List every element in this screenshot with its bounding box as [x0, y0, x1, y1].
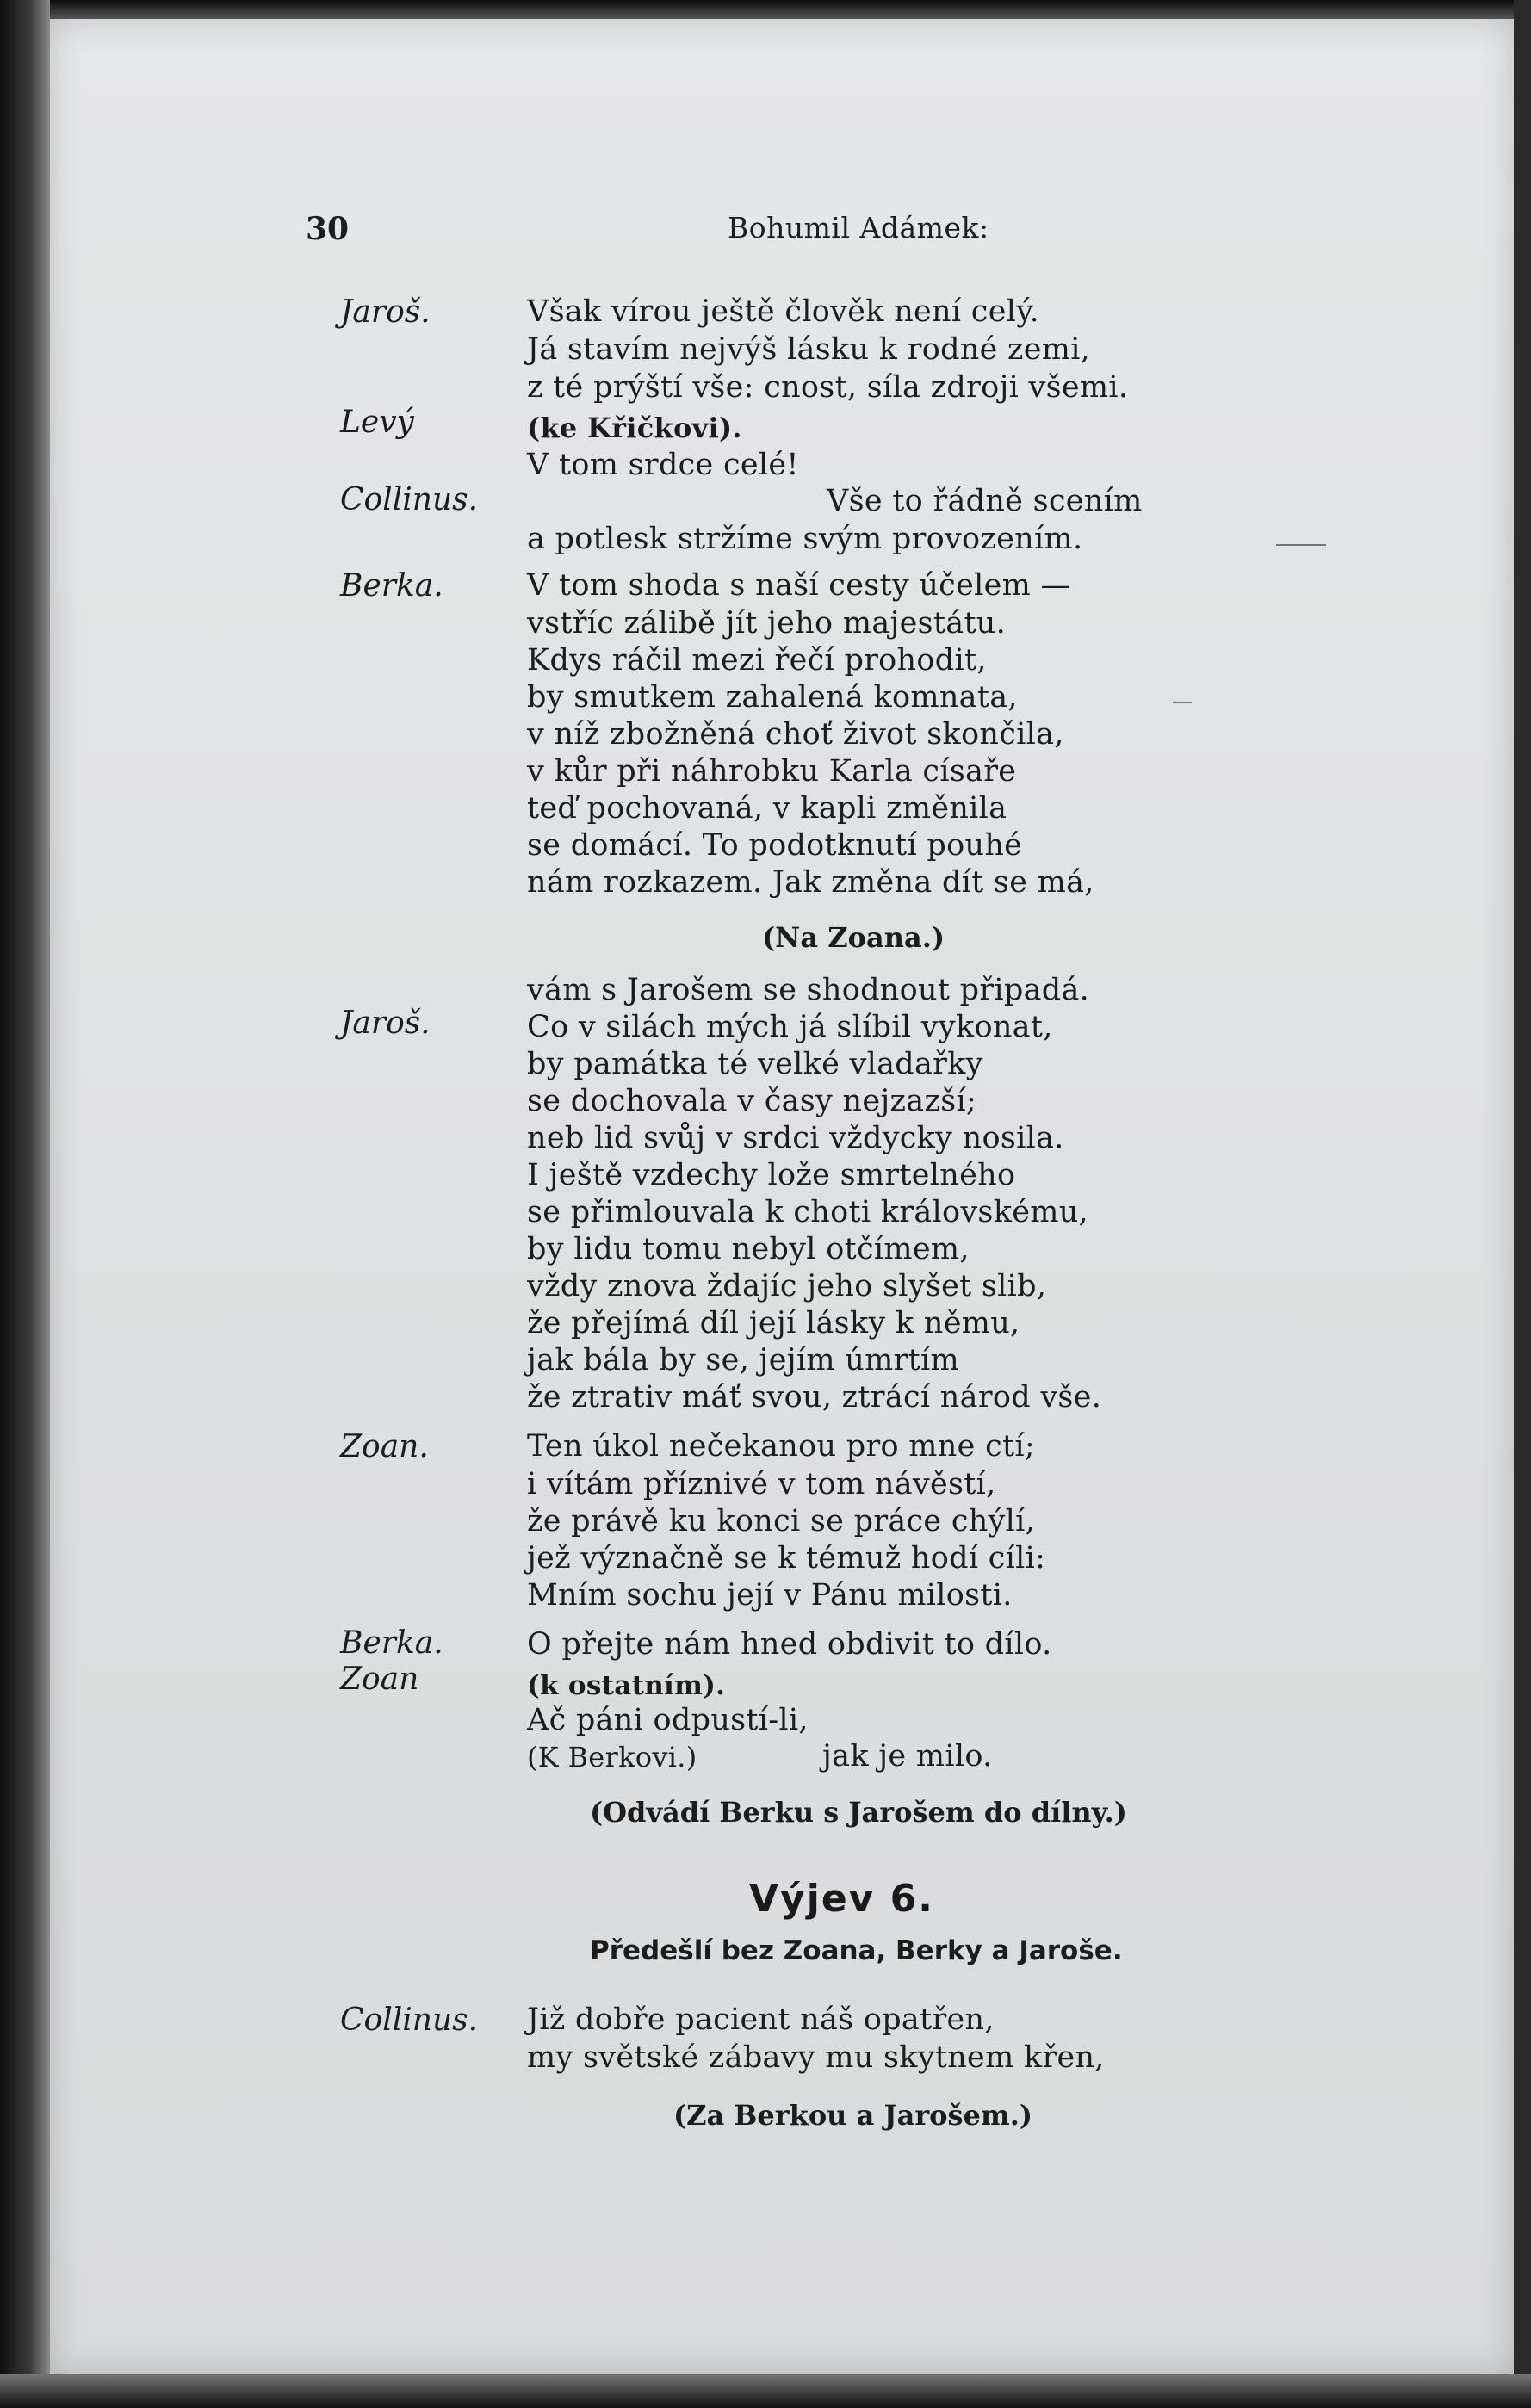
- verse-line: se dochovala v časy nejzazší;: [527, 1084, 977, 1118]
- verse-line: Již dobře pacient náš opatřen,: [527, 2003, 995, 2037]
- verse-line: v kůr při náhrobku Karla císaře: [527, 754, 1017, 789]
- verse-line: že ztrativ máť svou, ztrácí národ vše.: [527, 1380, 1102, 1414]
- verse-line: Však vírou ještě člověk není celý.: [527, 294, 1040, 329]
- verse-line: že přejímá díl její lásky k němu,: [527, 1306, 1020, 1340]
- speaker-name: Berka.: [340, 1625, 443, 1661]
- verse-line: vám s Jarošem se shodnout připadá.: [527, 973, 1090, 1007]
- margin-mark: [1276, 544, 1326, 546]
- stage-direction: (ke Křičkovi).: [527, 412, 742, 444]
- stage-direction: (Odvádí Berku s Jarošem do dílny.): [590, 1796, 1127, 1829]
- page-number: 30: [306, 211, 350, 247]
- verse-line: V tom shoda s naší cesty účelem —: [527, 568, 1071, 603]
- speaker-name: Collinus.: [340, 482, 479, 517]
- stage-direction: (Za Berkou a Jarošem.): [673, 2099, 1033, 2132]
- verse-line: Co v silách mých já slíbil vykonat,: [527, 1010, 1053, 1044]
- verse-line: V tom srdce celé!: [527, 448, 799, 482]
- speaker-name: Collinus.: [340, 2003, 479, 2038]
- speaker-name: Zoan: [340, 1662, 419, 1697]
- scene-title: Výjev 6.: [749, 1877, 934, 1921]
- verse-line: a potlesk stržíme svým provozením.: [527, 522, 1083, 556]
- stage-direction: (Na Zoana.): [762, 921, 945, 954]
- scan-edge-right: [1514, 0, 1531, 2408]
- verse-line: by lidu tomu nebyl otčímem,: [527, 1232, 970, 1266]
- verse-line: se domácí. To podotknutí pouhé: [527, 828, 1023, 863]
- speaker-name: Zoan.: [340, 1429, 429, 1464]
- verse-line: Kdys ráčil mezi řečí prohodit,: [527, 643, 987, 678]
- verse-line: by památka té velké vladařky: [527, 1047, 983, 1081]
- scan-edge-top: [0, 0, 1531, 19]
- verse-line: Já stavím nejvýš lásku k rodné zemi,: [527, 332, 1091, 367]
- verse-line: jež význačně se k témuž hodí cíli:: [527, 1541, 1046, 1575]
- verse-line: z té prýští vše: cnost, síla zdroji všemi.: [527, 370, 1129, 405]
- verse-line: my světské zábavy mu skytnem křen,: [527, 2040, 1105, 2075]
- speaker-name: Jaroš.: [340, 294, 431, 330]
- verse-line: jak je milo.: [822, 1739, 993, 1774]
- verse-line: I ještě vzdechy lože smrtelného: [527, 1158, 1016, 1192]
- speaker-name: Berka.: [340, 568, 443, 604]
- speaker-name: Levý: [340, 405, 414, 440]
- speaker-name: Jaroš.: [340, 1006, 431, 1041]
- verse-line: by smutkem zahalená komnata,: [527, 680, 1018, 715]
- verse-line: se přimlouvala k choti královskému,: [527, 1195, 1088, 1229]
- verse-line: nám rozkazem. Jak změna dít se má,: [527, 865, 1094, 900]
- margin-mark: [1173, 702, 1192, 703]
- verse-line: Mním sochu její v Pánu milosti.: [527, 1578, 1013, 1613]
- verse-line: Ač páni odpustí-li,: [527, 1703, 809, 1737]
- scan-edge-bottom: [0, 2374, 1531, 2408]
- stage-direction: (k ostatním).: [527, 1670, 726, 1701]
- verse-line: vstříc zálibě jít jeho majestátu.: [527, 606, 1007, 641]
- verse-line: že právě ku konci se práce chýlí,: [527, 1504, 1036, 1538]
- verse-line: Vše to řádně scením: [827, 484, 1143, 518]
- scan-edge-left: [0, 0, 50, 2408]
- stage-direction: (K Berkovi.): [527, 1741, 697, 1774]
- verse-line: Ten úkol nečekanou pro mne ctí;: [527, 1429, 1035, 1464]
- verse-line: vždy znova ždajíc jeho slyšet slib,: [527, 1269, 1047, 1303]
- verse-line: v níž zbožněná choť život skončila,: [527, 717, 1064, 752]
- verse-line: jak bála by se, jejím úmrtím: [527, 1343, 959, 1377]
- verse-line: neb lid svůj v srdci vždycky nosila.: [527, 1121, 1064, 1155]
- verse-line: i vítám příznivé v tom návěstí,: [527, 1467, 996, 1501]
- scene-subtitle: Předešlí bez Zoana, Berky a Jaroše.: [590, 1935, 1123, 1966]
- verse-line: teď pochovaná, v kapli změnila: [527, 791, 1007, 826]
- verse-line: O přejte nám hned obdivit to dílo.: [527, 1627, 1052, 1662]
- page-header-title: Bohumil Adámek:: [728, 211, 989, 245]
